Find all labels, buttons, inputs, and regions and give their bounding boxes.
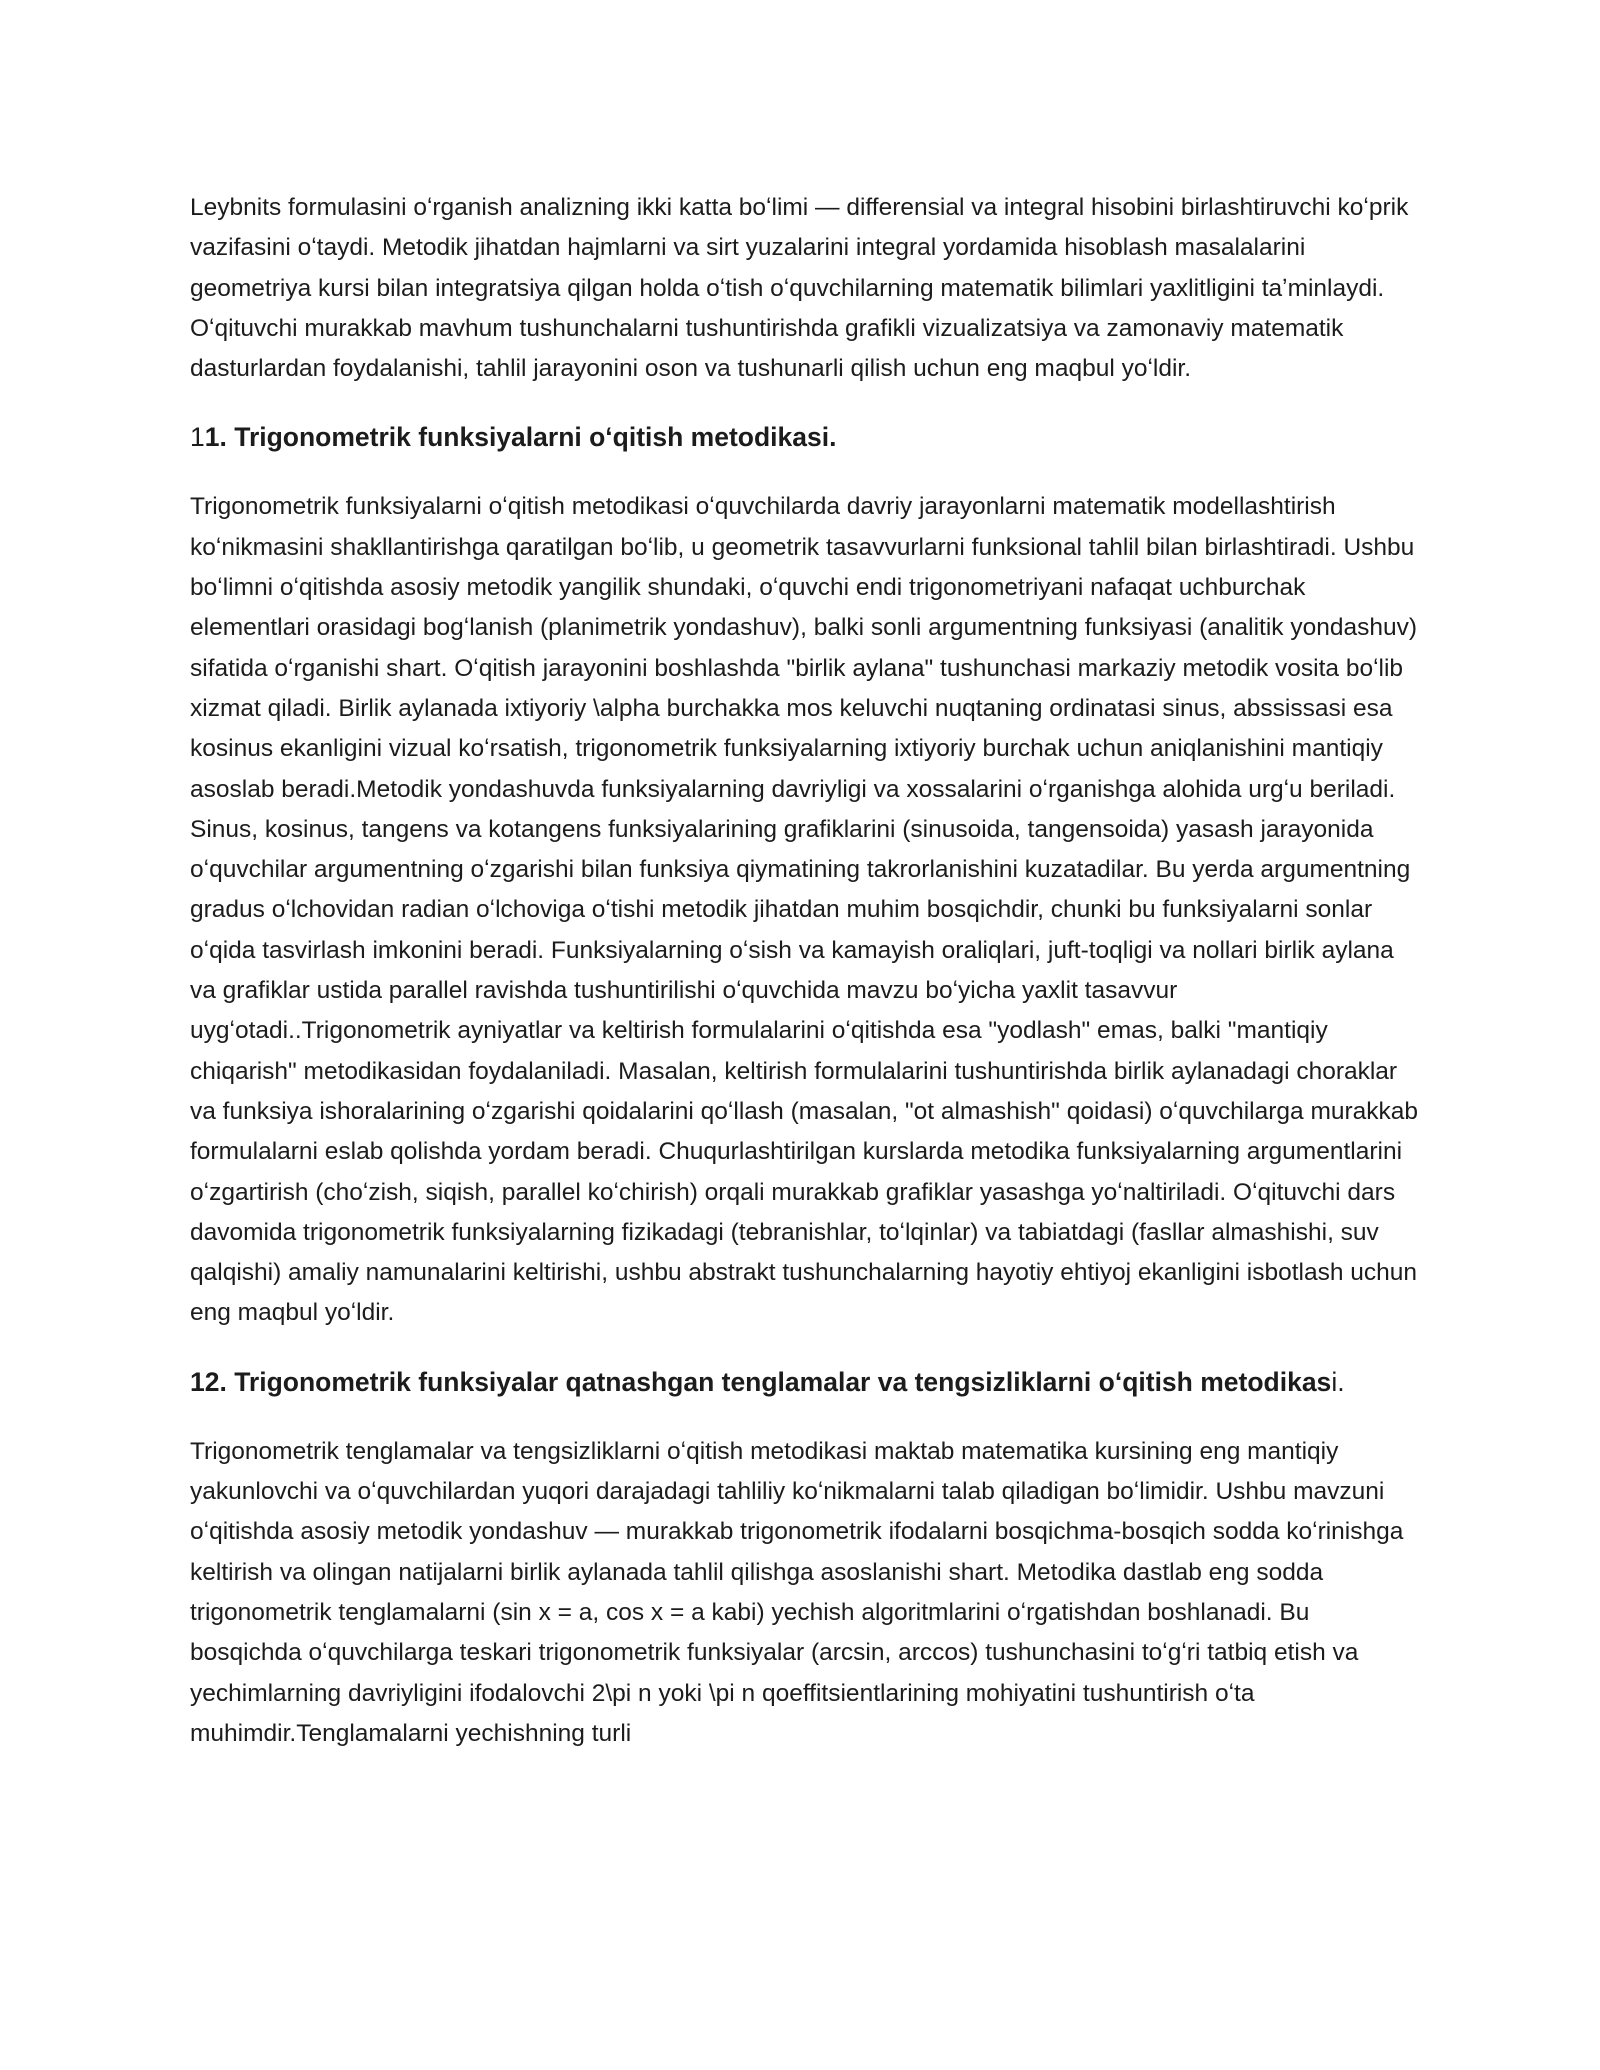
section-12-heading: [190, 1362, 1422, 1402]
section-11-heading-prefix: 1: [190, 422, 205, 453]
section-12-heading-suffix: i.: [1331, 1366, 1345, 1397]
section-11-heading: [190, 417, 1422, 457]
intro-paragraph: Leybnits formulasini oʻrganish analizning ikki katta boʻlimi — differensial va integral hisobini birlashtiruvchi koʻprik vazifasini oʻtaydi. Metodik jihatdan hajmlarni va sirt yuzalarini integral yordamida hisoblash masalalarini geometriya kursi bilan integratsiya qilgan holda oʻtish oʻquvchilarning matematik bilimlari yaxlitligini taʼminlaydi. Oʻqituvchi murakkab mavhum tushunchalarni tushuntirishda grafikli vizualizatsiya va zamonaviy matematik dasturlardan foydalanishi, tahlil jarayonini oson va tushunarli qilish uchun eng maqbul yoʻldir.: [190, 194, 1409, 383]
section-11-heading-text: 1. Trigonometrik funksiyalarni oʻqitish metodikasi.: [204, 422, 837, 453]
section-12-heading-text: 12. Trigonometrik funksiyalar qatnashgan tenglamalar va tengsizliklarni oʻqitish metodikas: [190, 1366, 1332, 1397]
document-page: [190, 188, 1422, 1754]
section-12-paragraph: Trigonometrik tenglamalar va tengsizliklarni oʻqitish metodikasi maktab matematika kursining eng mantiqiy yakunlovchi va oʻquvchilardan yuqori darajadagi tahliliy koʻnikmalarni talab qiladigan boʻlimidir. Ushbu mavzuni oʻqitishda asosiy metodik yondashuv — murakkab trigonometrik ifodalarni bosqichma-bosqich sodda koʻrinishga keltirish va olingan natijalarni birlik aylanada tahlil qilishga asoslanishi shart. Metodika dastlab eng sodda trigonometrik tenglamalarni (sin x = a, cos x = a kabi) yechish algoritmlarini oʻrgatishdan boshlanadi. Bu bosqichda oʻquvchilarga teskari trigonometrik funksiyalar (arcsin, arccos) tushunchasini toʻgʻri tatbiq etish va yechimlarning davriyligini ifodalovchi 2\pi n yoki \pi n qoeffitsientlarining mohiyatini tushuntirish oʻta muhimdir.Tenglamalarni yechishning turli: [190, 1437, 1404, 1747]
section-11-paragraph: Trigonometrik funksiyalarni oʻqitish metodikasi oʻquvchilarda davriy jarayonlarni matematik modellashtirish koʻnikmasini shakllantirishga qaratilgan boʻlib, u geometrik tasavvurlarni funksional tahlil bilan birlashtiradi. Ushbu boʻlimni oʻqitishda asosiy metodik yangilik shundaki, oʻquvchi endi trigonometriyani nafaqat uchburchak elementlari orasidagi bogʻlanish (planimetrik yondashuv), balki sonli argumentning funksiyasi (analitik yondashuv) sifatida oʻrganishi shart. Oʻqitish jarayonini boshlashda "birlik aylana" tushunchasi markaziy metodik vosita boʻlib xizmat qiladi. Birlik aylanada ixtiyoriy \alpha burchakka mos keluvchi nuqtaning ordinatasi sinus, abssissasi esa kosinus ekanligini vizual koʻrsatish, trigonometrik funksiyalarning ixtiyoriy burchak uchun aniqlanishini mantiqiy asoslab beradi.Metodik yondashuvda funksiyalarning davriyligi va xossalarini oʻrganishga alohida urgʻu beriladi. Sinus, kosinus, tangens va kotangens funksiyalarining grafiklarini (sinusoida, tangensoida) yasash jarayonida oʻquvchilar argumentning oʻzgarishi bilan funksiya qiymatining takrorlanishini kuzatadilar. Bu yerda argumentning gradus oʻlchovidan radian oʻlchoviga oʻtishi metodik jihatdan muhim bosqichdir, chunki bu funksiyalarni sonlar oʻqida tasvirlash imkonini beradi. Funksiyalarning oʻsish va kamayish oraliqlari, juft-toqligi va nollari birlik aylana va grafiklar ustida parallel ravishda tushuntirilishi oʻquvchida mavzu boʻyicha yaxlit tasavvur uygʻotadi..Trigonometrik ayniyatlar va keltirish formulalarini oʻqitishda esa "yodlash" emas, balki "mantiqiy chiqarish" metodikasidan foydalaniladi. Masalan, keltirish formulalarini tushuntirishda birlik aylanadagi choraklar va funksiya ishoralarining oʻzgarishi qoidalarini qoʻllash (masalan, "ot almashish" qoidasi) oʻquvchilarga murakkab formulalarni eslab qolishda yordam beradi. Chuqurlashtirilgan kurslarda metodika funksiyalarning argumentlarini oʻzgartirish (choʻzish, siqish, parallel koʻchirish) orqali murakkab grafiklar yasashga yoʻnaltiriladi. Oʻqituvchi dars davomida trigonometrik funksiyalarning fizikadagi (tebranishlar, toʻlqinlar) va tabiatdagi (fasllar almashishi, suv qalqishi) amaliy namunalarini keltirishi, ushbu abstrakt tushunchalarning hayotiy ehtiyoj ekanligini isbotlash uchun eng maqbul yoʻldir.: [190, 493, 1419, 1327]
